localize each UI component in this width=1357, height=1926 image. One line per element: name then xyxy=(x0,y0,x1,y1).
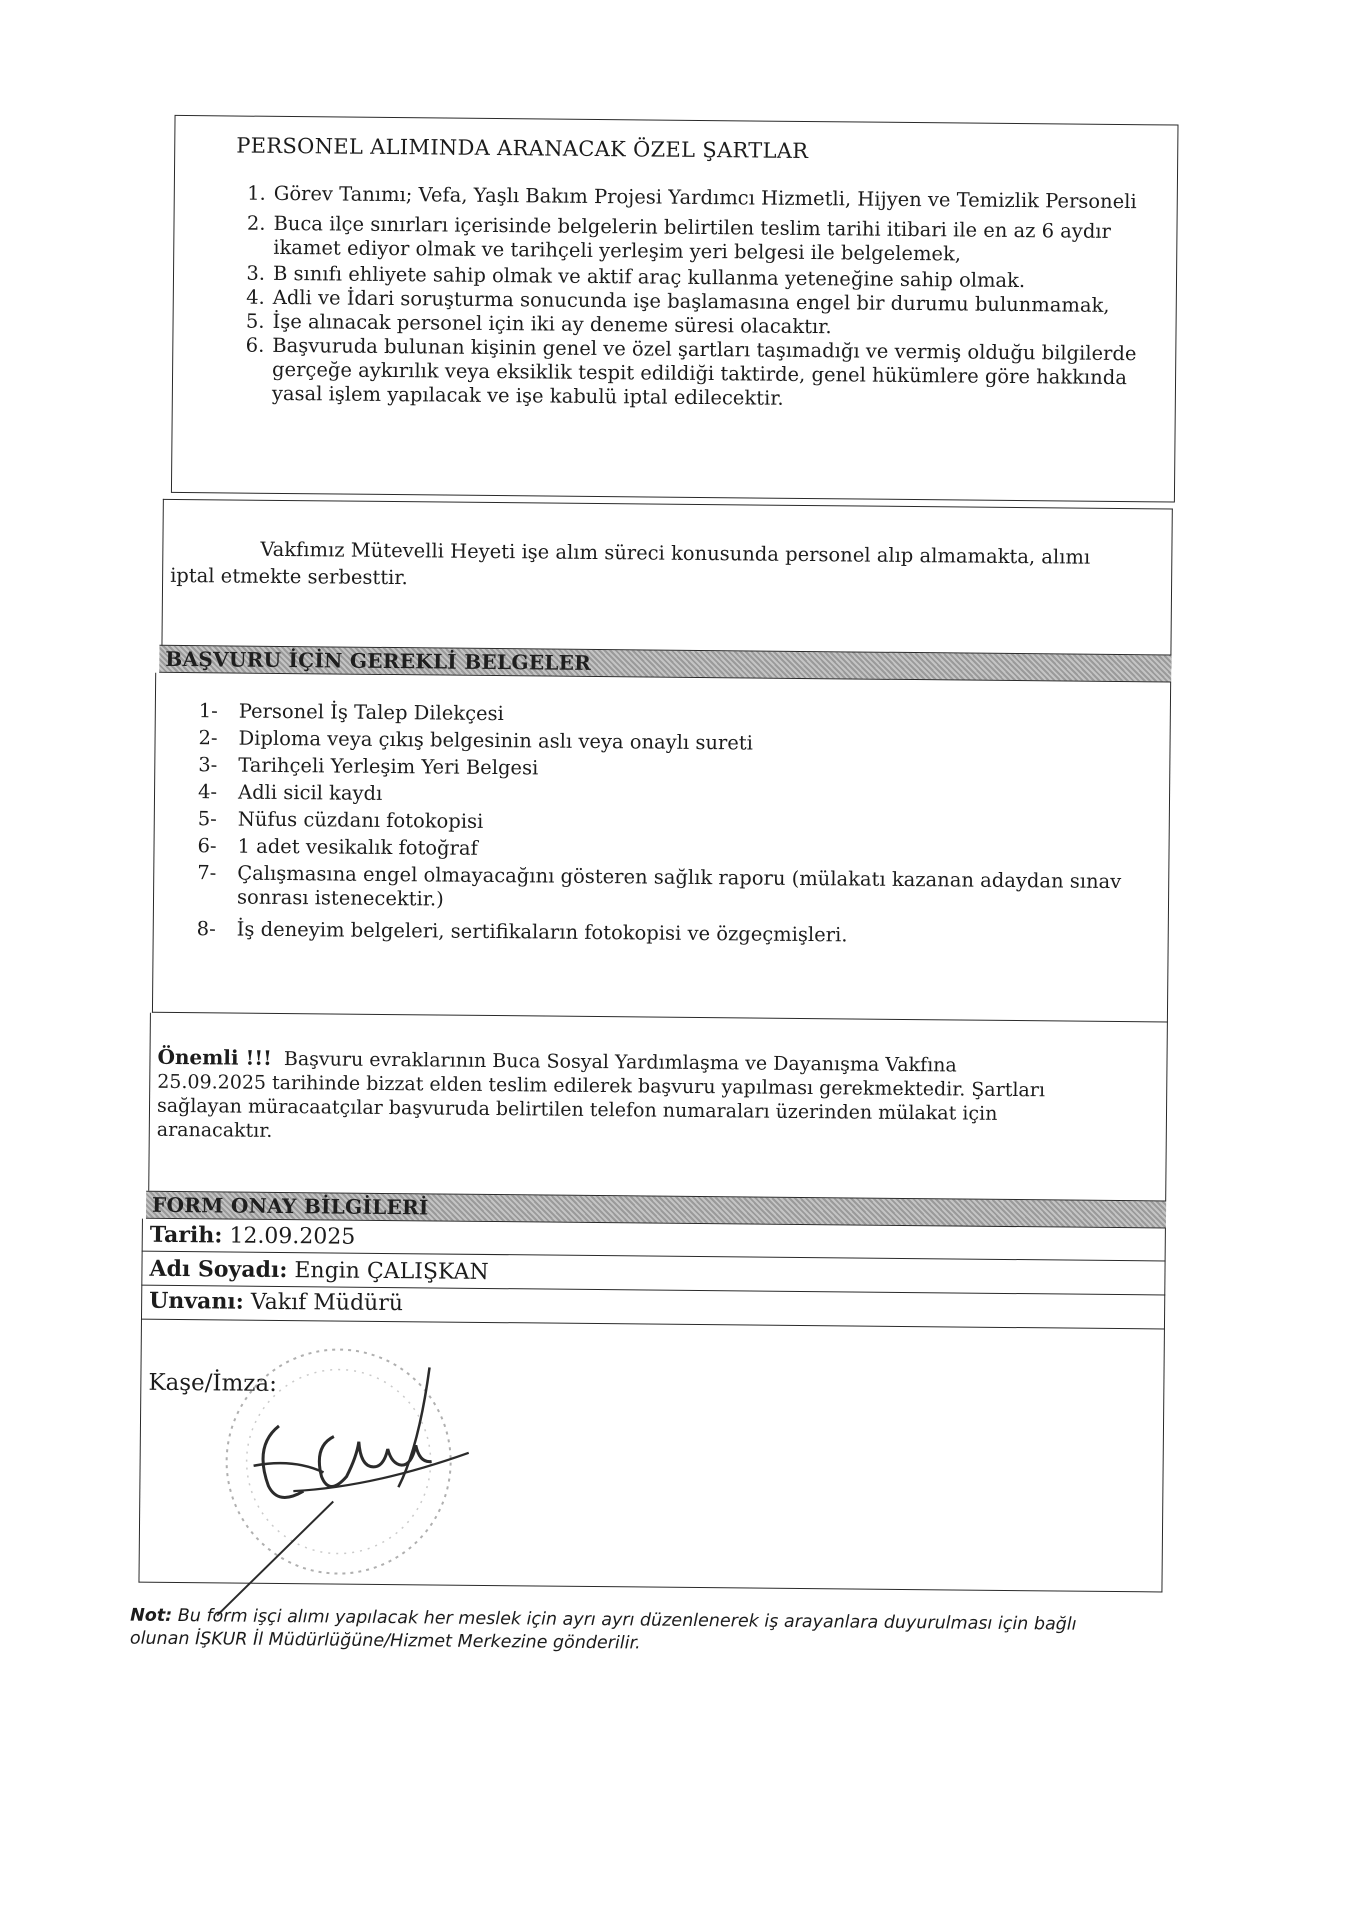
special-conditions-list xyxy=(245,181,1164,415)
name-field: Adı Soyadı: Engin ÇALIŞKAN xyxy=(149,1255,489,1285)
trustees-note: Vakfımız Mütevelli Heyeti işe alım süreci konusunda personel alıp almamakta, alımı iptal etmekte serbesttir. xyxy=(170,537,1091,590)
condition-item: 6. Başvuruda bulunan kişinin genel ve özel şartları taşımadığı ve vermiş olduğu bilgilerde gerçeğe aykırılık veya eksiklik tespit edildiği taktirde, genel hükümlere göre hakkında yasal işlem yapılacak ve işe kabulü iptal edilecektir. xyxy=(245,333,1137,410)
condition-item: 1. Görev Tanımı; Vefa, Yaşlı Bakım Projesi Yardımcı Hizmetli, Hijyen ve Temizlik Personeli xyxy=(247,181,1137,214)
doc-item: 4- Adli sicil kaydı xyxy=(197,780,383,805)
condition-item: 5. İşe alınacak personel için iki ay deneme süresi olacaktır. xyxy=(245,309,832,339)
doc-item: 7- Çalışmasına engel olmayacağını gösteren sağlık raporu (mülakatı kazanan adaydan sınav sonrası istenecektir.) xyxy=(197,861,1122,911)
title-field: Unvanı: Vakıf Müdürü xyxy=(149,1287,404,1317)
date-field: Tarih: 12.09.2025 xyxy=(149,1221,356,1250)
footer-note: Not: Bu form işçi alımı yapılacak her meslek için ayrı ayrı düzenlenerek iş arayanlara duyurulması için bağlı olunan İŞKUR İl Müdürlüğüne/Hizmet Merkezine gönderilir. xyxy=(129,1605,1077,1654)
doc-item: 2- Diploma veya çıkış belgesinin aslı veya onaylı sureti xyxy=(198,726,754,755)
stamp-signature-icon xyxy=(182,1325,515,1628)
important-notice: Önemli !!! Başvuru evraklarının Buca Sosyal Yardımlaşma ve Dayanışma Vakfına 25.09.2025 tarihinde bizzat elden teslim edilerek başvuru yapılması gerekmektedir. Şartları sağlayan müracaatçılar başvuruda belirtilen telefon numaraları üzerinden mülakat için aranacaktır. xyxy=(156,1044,1046,1142)
condition-item: 2. Buca ilçe sınırları içerisinde belgelerin belirtilen teslim tarihi itibari ile en az 6 aydır ikamet ediyor olmak ve tarihçeli yerleşim yeri belgesi ile belgelemek, xyxy=(246,211,1112,266)
doc-item: 3- Tarihçeli Yerleşim Yeri Belgesi xyxy=(198,753,539,780)
required-docs-list xyxy=(196,699,1149,954)
important-label: Önemli !!! xyxy=(157,1044,272,1070)
condition-item: 3. B sınıfı ehliyete sahip olmak ve aktif araç kullanma yeteneğine sahip olmak. xyxy=(246,261,1026,293)
special-conditions-title: PERSONEL ALIMINDA ARANACAK ÖZEL ŞARTLAR xyxy=(236,133,809,164)
form-approval-header: FORM ONAY BİLGİLERİ xyxy=(146,1191,1166,1229)
condition-item: 4. Adli ve İdari soruşturma sonucunda işe başlamasına engel bir durumu bulunmamak, xyxy=(246,285,1110,317)
doc-item: 8- İş deneyim belgeleri, sertifikaların fotokopisi ve özgeçmişleri. xyxy=(196,917,848,947)
doc-item: 5- Nüfus cüzdanı fotokopisi xyxy=(197,807,484,833)
doc-item: 6- 1 adet vesikalık fotoğraf xyxy=(197,834,478,860)
doc-item: 1- Personel İş Talep Dilekçesi xyxy=(198,699,504,726)
stamp-label: Kaşe/İmza: xyxy=(148,1369,278,1397)
required-docs-header: BAŞVURU İÇİN GEREKLİ BELGELER xyxy=(159,645,1171,683)
